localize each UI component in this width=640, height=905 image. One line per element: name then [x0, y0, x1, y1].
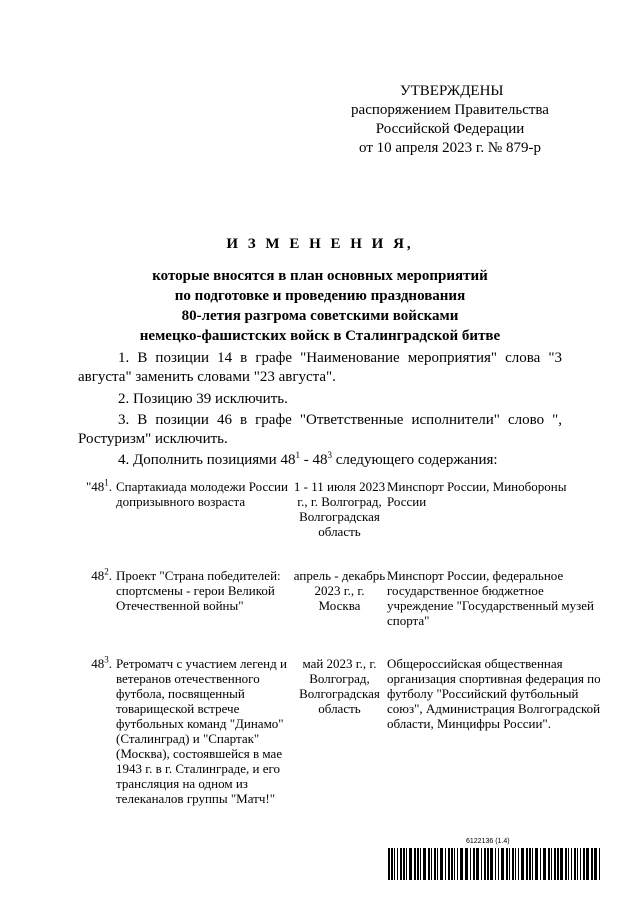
row-event-name: Ретроматч с участием легенд и ветеранов отечественного футбола, посвященный товарищеской встрече футбольных команд "Динамо" (Сталинград) и "Спартак" (Москва), состоявшейся в мае 1943 г. в г. Сталинграде, и его трансляция на одном из телеканалов группы "Матч!" [116, 656, 287, 806]
heading-line-3: 80-летия разгрома советскими войсками [181, 308, 459, 324]
barcode-bar [551, 848, 552, 880]
barcode-bar [423, 848, 426, 880]
barcode-bar [521, 848, 524, 880]
barcode-bar [560, 848, 563, 880]
barcode-bar [565, 848, 567, 880]
barcode-bar [540, 848, 541, 880]
item-4 [78, 451, 562, 470]
barcode-bar [484, 848, 486, 880]
barcode-bar [417, 848, 419, 880]
barcode-bar [515, 848, 516, 880]
barcode-bar [583, 848, 585, 880]
barcode-bar [554, 848, 556, 880]
barcode-bar [470, 848, 471, 880]
row-date-place: май 2023 г., г. Волгоград, Волгоградская область [299, 656, 380, 716]
barcode-bar [409, 848, 412, 880]
item-1 [78, 349, 562, 387]
barcode-bar [568, 848, 569, 880]
barcode-bar [434, 848, 436, 880]
barcode-number: 6122136 (1.4) [466, 838, 510, 845]
barcode-bar [490, 848, 493, 880]
barcode-bar [460, 848, 463, 880]
barcode-bar [403, 848, 405, 880]
item-4-sup-1: 1 [295, 450, 300, 460]
item-4-text-a: 4. Дополнить позициями 48 [118, 452, 296, 468]
item-2-text: 2. Позицию 39 исключить. [118, 391, 288, 407]
barcode-bar [476, 848, 479, 880]
barcode-bar [420, 848, 421, 880]
barcode-bar [509, 848, 510, 880]
approval-line-3: от 10 апреля 2023 г. № 879-р [359, 140, 541, 156]
heading-line-1: которые вносятся в план основных мероприятий [152, 268, 488, 284]
barcode-bar [414, 848, 416, 880]
barcode-bar [406, 848, 407, 880]
barcode-bar [451, 848, 453, 880]
barcode-bar [591, 848, 593, 880]
barcode-bar [473, 848, 475, 880]
row-number: $48^3$. [91, 654, 112, 671]
row-responsible: Минспорт России, федеральное государственное бюджетное учреждение "Государственный музей спорта" [387, 568, 595, 628]
item-2 [78, 390, 562, 409]
barcode-bar [481, 848, 482, 880]
item-4-text-c: следующего содержания: [331, 452, 498, 468]
barcode-bar [577, 848, 578, 880]
barcode-bar [512, 848, 514, 880]
barcode-bar [391, 848, 393, 880]
document-heading [40, 234, 600, 346]
row-responsible: Общероссийская общественная организация спортивная федерация по футболу "Российский футбольный союз", Администрация Волгоградской области, Минцифры России". [387, 656, 601, 731]
row-event-name: Проект "Страна победителей: спортсмены - герои Великой Отечественной войны" [116, 568, 281, 613]
barcode-bar [437, 848, 438, 880]
barcode-bar [526, 848, 528, 880]
item-3 [78, 411, 562, 449]
item-4-text-b: - 48 [299, 452, 328, 468]
heading-line-2: по подготовке и проведению празднования [174, 288, 466, 304]
barcode-bar [394, 848, 395, 880]
row-number: $48^2$. [91, 566, 112, 583]
barcode-bar [571, 848, 572, 880]
barcode-bar [397, 848, 398, 880]
barcode-bar [543, 848, 546, 880]
barcode-bar [465, 848, 468, 880]
row-number: "$48^1$. [85, 477, 112, 494]
barcode-bar [445, 848, 446, 880]
barcode-bar [388, 848, 390, 880]
barcode-bar [400, 848, 402, 880]
approval-block [300, 82, 600, 158]
barcode-bar [454, 848, 455, 880]
barcode-bar [594, 848, 597, 880]
heading-title: И З М Е Н Е Н И Я, [226, 236, 414, 252]
item-3-text: 3. В позиции 46 в графе "Ответственные исполнители" слово ", Ростуризм" исключить. [78, 412, 562, 447]
row-responsible: Минспорт России, Минобороны России [387, 479, 567, 509]
barcode-bar [535, 848, 538, 880]
approval-line-1: распоряжением Правительства [351, 102, 549, 118]
barcode-bar [448, 848, 450, 880]
barcode-bar [529, 848, 531, 880]
item-4-sup-2: 3 [327, 450, 332, 460]
item-1-text: 1. В позиции 14 в графе "Наименование мероприятия" слова "3 августа" заменить словами "23 августа". [78, 350, 562, 385]
row-event-name: Спартакиада молодежи России допризывного возраста [116, 479, 288, 509]
heading-line-4: немецко-фашистских войск в Сталинградской битве [139, 328, 501, 344]
barcode-bar [487, 848, 489, 880]
barcode-bar [457, 848, 458, 880]
row-date-place: 1 - 11 июля 2023 г., г. Волгоград, Волгоградская область [293, 479, 386, 539]
barcode-bar [599, 848, 600, 880]
barcode [388, 848, 603, 880]
barcode-bar [548, 848, 550, 880]
barcode-bar [574, 848, 576, 880]
barcode-bar [428, 848, 430, 880]
barcode-bar [557, 848, 559, 880]
barcode-bar [586, 848, 589, 880]
barcode-bar [431, 848, 432, 880]
barcode-bar [518, 848, 519, 880]
barcode-bar [498, 848, 499, 880]
approval-title: УТВЕРЖДЕНЫ [400, 83, 504, 99]
approval-line-2: Российской Федерации [375, 121, 525, 137]
row-date-place: апрель - декабрь 2023 г., г. Москва [293, 568, 386, 613]
barcode-bar [506, 848, 508, 880]
barcode-bar [495, 848, 496, 880]
barcode-bar [440, 848, 443, 880]
barcode-bar [532, 848, 533, 880]
barcode-bar [501, 848, 504, 880]
barcode-bar [580, 848, 581, 880]
